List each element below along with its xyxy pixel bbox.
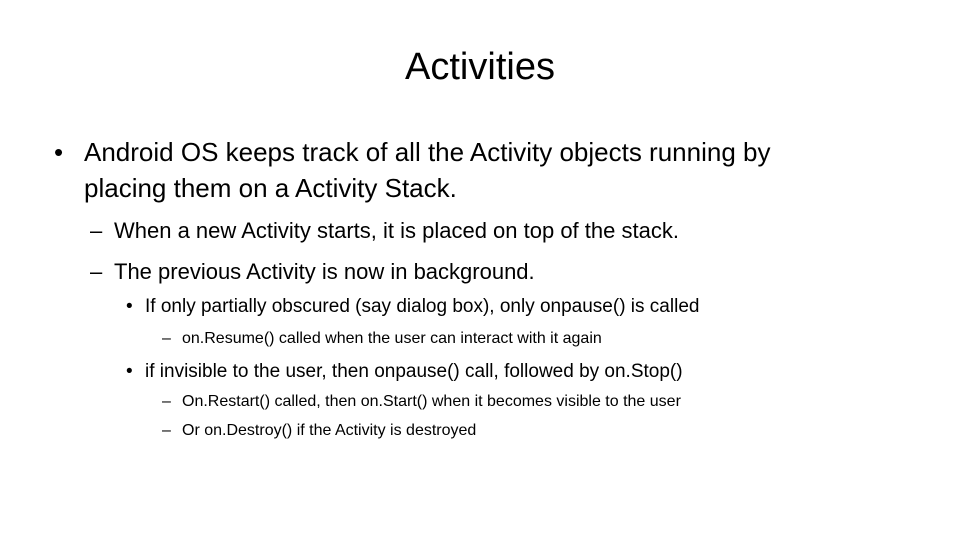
bullet-text: On.Restart() called, then on.Start() when it becomes visible to the user: [182, 393, 681, 410]
bullet-marker: •: [54, 137, 64, 167]
dash-marker: –: [162, 330, 171, 347]
bullet-text-line2: placing them on a Activity Stack.: [84, 173, 457, 203]
dash-marker: –: [90, 218, 103, 243]
dash-marker: –: [162, 422, 171, 439]
bullet-text: on.Resume() called when the user can interact with it again: [182, 330, 602, 347]
bullet-text: Or on.Destroy() if the Activity is destroyed: [182, 422, 477, 439]
bullet-marker: •: [126, 296, 133, 317]
dash-marker: –: [90, 259, 103, 284]
slide-title: Activities: [405, 46, 555, 88]
bullet-text-line1: Android OS keeps track of all the Activity objects running by: [84, 137, 771, 167]
bullet-marker: •: [126, 361, 133, 382]
bullet-text: If only partially obscured (say dialog box), only onpause() is called: [145, 296, 700, 317]
bullet-text: if invisible to the user, then onpause() call, followed by on.Stop(): [145, 361, 683, 382]
bullet-text: When a new Activity starts, it is placed on top of the stack.: [114, 218, 679, 243]
dash-marker: –: [162, 393, 171, 410]
bullet-text: The previous Activity is now in background.: [114, 259, 535, 284]
